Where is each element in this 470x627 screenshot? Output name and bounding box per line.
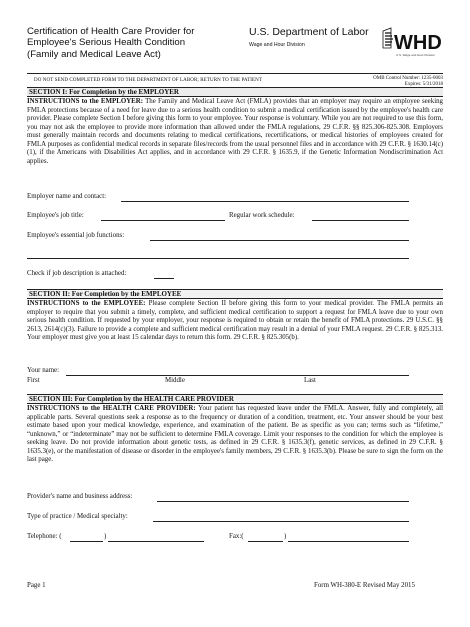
telephone-label: Telephone: ( [27,533,62,540]
return-notice: DO NOT SEND COMPLETED FORM TO THE DEPARTMENT OF LABOR; RETURN TO THE PATIENT [34,78,263,83]
title-line-3: (Family and Medical Leave Act) [27,48,161,60]
section-3 [27,394,443,465]
fax-area-field[interactable] [248,541,283,542]
fax-number-field[interactable] [288,541,409,542]
agency-block [249,26,379,48]
fax-label: Fax:( [229,533,244,540]
logo-text: WHD [394,32,442,54]
title-line-1: Certification of Health Care Provider for [27,26,195,37]
schedule-label: Regular work schedule: [229,212,295,219]
last-name-label: Last [304,377,316,384]
omb-number: OMB Control Number: 1235-0003 [373,76,443,81]
telephone-close-paren: ) [104,533,107,540]
provider-name-field[interactable] [157,501,409,502]
your-name-label: Your name: [27,367,60,374]
job-description-check-label: Check if job description is attached: [27,270,127,277]
section-1 [27,87,443,166]
job-description-check-field[interactable] [154,278,174,279]
section-1-body: The Family and Medical Leave Act (FMLA) provides that an employer may require an employee seeking FMLA protections because of a need for leave due to a serious health condition to submit a medical certification issued by the employee's health care provider. Please complete Section I before giving this form to your employee. Your response is voluntary. While you are not required to use this form, you may not ask the employee to provide more information than allowed under the FMLA regulations, 29 C.F.R. §§ 825.306-825.308. Employers must generally maintain records and documents relating to medical certifications, recertifications, or medical histories of employees created for FMLA purposes as confidential medical records in separate files/records from the usual personnel files and in accordance with 29 C.F.R. § 1630.14(c)(1), if the Americans with Disabilities Act applies, and in accordance with 29 C.F.R. § 1635.9, if the Genetic Information Nondiscrimination Act applies. [27,98,443,165]
section-2 [27,289,443,343]
telephone-number-field[interactable] [108,541,204,542]
whd-logo-icon [382,27,442,61]
section-2-title: SECTION II: For Completion by the EMPLOYEE [27,289,443,299]
logo-caption: U.S. Wage and Hour Division [396,53,435,57]
employer-name-field[interactable] [121,201,409,202]
job-title-field[interactable] [101,220,225,221]
job-title-label: Employee's job title: [27,212,84,219]
page-number: Page 1 [27,582,46,589]
section-3-instructions [27,405,443,465]
form-title [27,26,242,60]
telephone-area-field[interactable] [70,541,103,542]
job-functions-field-2[interactable] [27,258,409,259]
section-1-lead: INSTRUCTIONS to the EMPLOYER: [27,98,144,105]
section-3-body: Your patient has requested leave under the FMLA. Answer, fully and completely, all applicable parts. Several questions seek a response as to the frequency or duration of a condition, treatment, etc. Your answer should be your best estimate based upon your medical knowledge, experience, and examination of the patient. Be as specific as you can; terms such as “lifetime,” “unknown,” or “indeterminate” may not be sufficient to determine FMLA coverage. Limit your responses to the condition for which the employee is seeking leave. Do not provide information about genetic tests, as defined in 29 C.F.R. § 1635.3(f), genetic services, as defined in 29 C.F.R. § 1635.3(e), or the manifestation of disease or disorder in the employee's family members, 29 C.F.R. § 1635.3(b). Please be sure to sign the form on the last page. [27,405,443,463]
fax-close-paren: ) [284,533,287,540]
job-functions-label: Employee's essential job functions: [27,232,125,239]
department-name: U.S. Department of Labor [249,26,369,38]
provider-name-label: Provider's name and business address: [27,493,133,500]
job-functions-field[interactable] [150,240,409,241]
middle-name-label: Middle [165,377,185,384]
omb-expires: Expires: 5/31/2018 [404,82,443,88]
section-1-instructions [27,98,443,166]
division-name: Wage and Hour Division [249,42,305,48]
schedule-field[interactable] [312,220,409,221]
section-1-title: SECTION I: For Completion by the EMPLOYER [27,87,443,97]
return-notice-row [27,73,443,88]
section-2-lead: INSTRUCTIONS to the EMPLOYEE: [27,300,146,307]
section-3-lead: INSTRUCTIONS to the HEALTH CARE PROVIDER: [27,405,196,412]
employer-name-label: Employer name and contact: [27,193,107,200]
section-3-title: SECTION III: For Completion by the HEALTH CARE PROVIDER [27,394,443,404]
first-name-label: First [27,377,40,384]
section-2-body: Please complete Section II before giving this form to your medical provider. The FMLA permits an employer to require that you submit a timely, complete, and sufficient medical certification to support a request for FMLA leave due to your own serious health condition. If requested by your employer, your response is required to obtain or retain the benefit of FMLA protections. 29 U.S.C. §§ 2613, 2614(c)(3). Failure to provide a complete and sufficient medical certification may result in a denial of your FMLA request. 29 C.F.R. § 825.313. Your employer must give you at least 15 calendar days to return this form. 29 C.F.R. § 825.305(b). [27,300,444,341]
title-line-2: Employee's Serious Health Condition [27,37,186,49]
practice-field[interactable] [153,521,409,522]
section-2-instructions [27,300,443,343]
form-number: Form WH-380-E Revised May 2015 [314,582,415,589]
practice-label: Type of practice / Medical specialty: [27,513,128,520]
your-name-field[interactable] [66,375,409,376]
